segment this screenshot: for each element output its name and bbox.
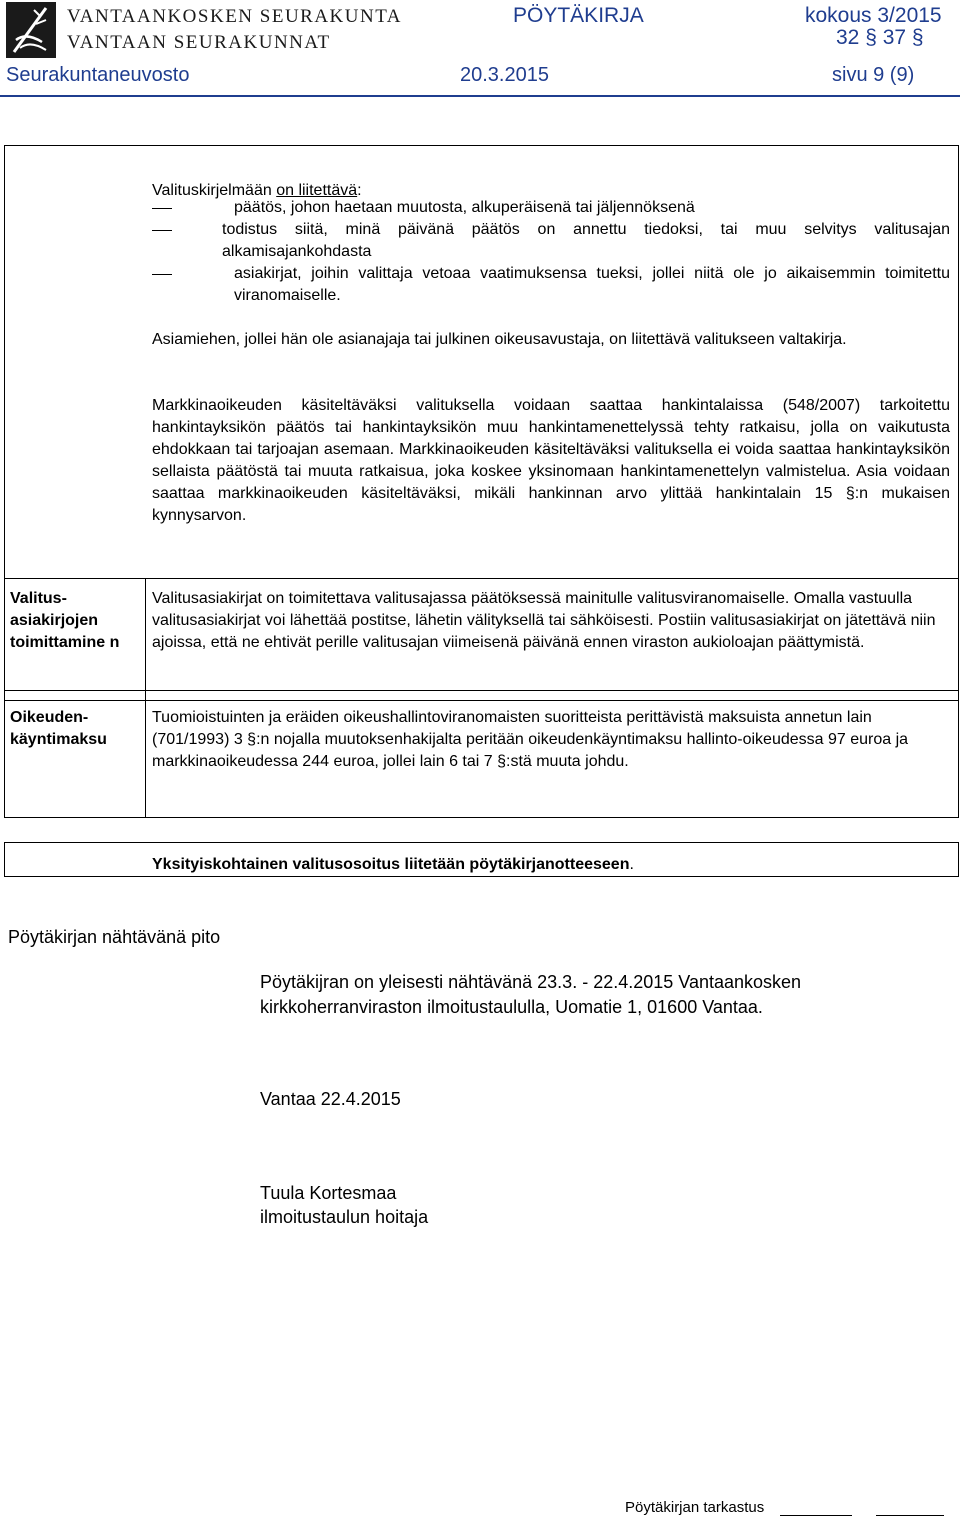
meeting-date: 20.3.2015 (460, 64, 549, 86)
frame-row-divider (4, 700, 959, 701)
place-and-date: Vantaa 22.4.2015 (260, 1089, 401, 1109)
attorney-paragraph: Asiamiehen, jollei hän ole asianajaja tai julkinen oikeusavustaja, on liitettävä valitukseen valtakirja. (152, 331, 847, 348)
attachments-intro: Valituskirjelmään on liitettävä: (152, 182, 362, 199)
section-symbol-icon: § (865, 26, 883, 49)
display-heading: Pöytäkirjan nähtävänä pito (8, 927, 221, 947)
signer-title: ilmoitustaulun hoitaja (260, 1207, 429, 1227)
section-symbol-icon: § (911, 26, 924, 49)
organization-name: VANTAANKOSKEN SEURAKUNTA (67, 6, 403, 27)
market-court-paragraph: Markkinaoikeuden käsiteltäväksi valituksella voidaan saattaa hankintalaissa (548/2007) tarkoitettu hankintayksikön päätös tai hankintayksikön muu hankintamenettelyssä tehty ratkaisu, jolla on vaikutusta ehdokkaan tai tarjoajan asemaan. Markkinaoikeuden käsiteltäväksi valituksella ei voida saattaa hankintayksikön sellaista päätöstä tai muuta ratkaisua, joka koskee yksinomaan hankintamenettelyn valmistelua. Asia voidaan saattaa markkinaoikeuden käsiteltäväksi, mikäli hankinnan arvo ylittää hankintalain 15 §:n mukaisen kynnysarvon. (152, 397, 950, 524)
parish-logo-icon (6, 2, 56, 58)
section-to: 37 (882, 26, 907, 49)
frame-row-divider (4, 690, 959, 691)
display-text-line1: Pöytäkijran on yleisesti nähtävänä 23.3. - 22.4.2015 Vantaankosken (260, 972, 802, 992)
court-fee-text: Tuomioistuinten ja eräiden oikeushallintoviranomaisten suoritteista perittävistä maksuista annetun lain (701/1993) 3 §:n nojalla muutoksenhakijalta peritään oikeudenkäyntimaksu hallinto-oikeudessa 97 euroa ja markkinaoikeudessa 244 euroa, jollei lain 6 tai 7 §:stä muuta johdu. (152, 709, 909, 770)
minutes-check-label: Pöytäkirjan tarkastus (625, 1499, 765, 1516)
dash-bullet-icon (152, 208, 172, 209)
document-type: PÖYTÄKIRJA (513, 4, 644, 27)
court-fee-label: Oikeuden-käyntimaksu (10, 709, 107, 748)
header-divider (0, 95, 960, 97)
page-number: sivu 9 (9) (832, 64, 915, 86)
frame-column-divider (145, 578, 146, 818)
frame-row-divider (4, 578, 959, 579)
signature-line (780, 1515, 852, 1516)
signer-name: Tuula Kortesmaa (260, 1183, 397, 1203)
dash-bullet-icon (152, 230, 172, 231)
delivery-label: Valitus-asiakirjojen toimittamine n (10, 590, 120, 651)
attachments-required-underlined: on liitettävä (276, 182, 358, 199)
detailed-appeal-notice: Yksityiskohtainen valitusosoitus liitetään pöytäkirjanotteeseen. (152, 856, 634, 873)
dash-bullet-icon (152, 274, 172, 275)
organization-group: VANTAAN SEURAKUNNAT (67, 32, 331, 53)
meeting-number: kokous 3/2015 (805, 4, 942, 27)
governing-body: Seurakuntaneuvosto (6, 64, 190, 86)
display-text-line2: kirkkoherranviraston ilmoitustaululla, Uomatie 1, 01600 Vantaa. (260, 997, 763, 1017)
section-from: 32 (836, 26, 860, 49)
delivery-text: Valitusasiakirjat on toimitettava valitusajassa päätöksessä mainitulle valitusviranomaiselle. Omalla vastuulla valitusasiakirjat voi lähettää postitse, lähetin välityksellä tai sähköisesti. Postiin valitusasiakirjat on jätettävä niin ajoissa, että ne ehtivät perille valitusajan viimeisenä päivänä ennen viraston aukioloajan päättymistä. (152, 590, 936, 651)
signature-line (876, 1515, 944, 1516)
section-range (836, 26, 924, 50)
